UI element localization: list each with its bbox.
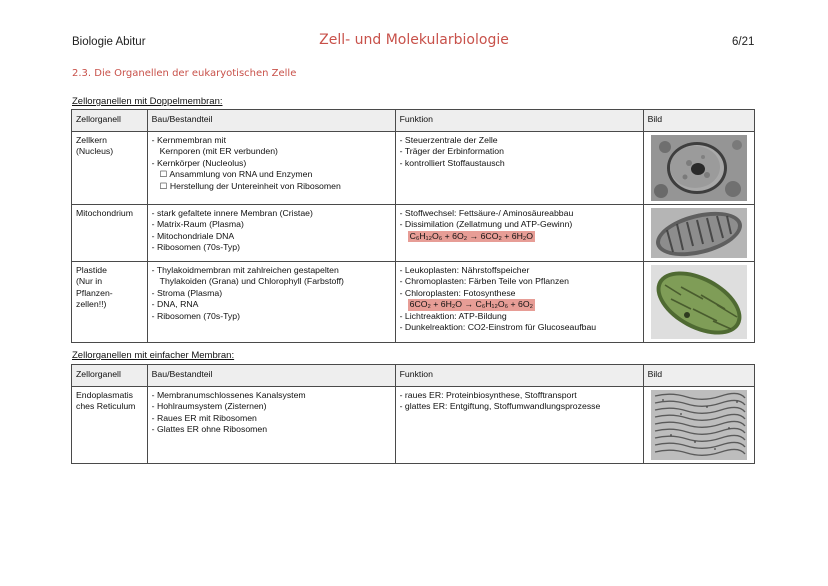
function-cell: - Leukoplasten: Nährstoffspeicher - Chromoplasten: Färben Teile von Pflanzen - Chloroplasten: Fotosynthese 6CO₂ + 6H₂O → C₆H₁₂O₆ + 6O₂ - Lichtreaktion: ATP-Bildung - Dunkelreaktion: CO2-Einstrom für Glucoseaufbau <box>395 262 643 343</box>
section-title: 2.3. Die Organellen der eukaryotischen Zelle <box>72 68 297 79</box>
organelle-name: Mitochondrium <box>72 205 148 262</box>
er-micrograph <box>651 390 747 460</box>
image-cell <box>643 205 754 262</box>
table-header-row <box>72 365 755 387</box>
nucleus-micrograph <box>651 135 747 201</box>
image-cell <box>643 132 754 205</box>
single-membrane-table <box>71 364 755 464</box>
function-cell: - raues ER: Proteinbiosynthese, Stofftransport - glattes ER: Entgiftung, Stoffumwandlungsprozesse <box>395 387 643 464</box>
header-structure: Bau/Bestandteil <box>147 110 395 132</box>
header-function: Funktion <box>395 365 643 387</box>
function-cell: - Steuerzentrale der Zelle - Träger der Erbinformation - kontrolliert Stoffaustausch <box>395 132 643 205</box>
structure-cell: - Thylakoidmembran mit zahlreichen gestapelten Thylakoiden (Grana) und Chlorophyll (Farbstoff) - Stroma (Plasma) - DNA, RNA - Ribosomen (70s-Typ) <box>147 262 395 343</box>
chloroplast-micrograph <box>651 265 747 339</box>
subject-label: Biologie Abitur <box>72 36 146 48</box>
page-title: Zell- und Molekularbiologie <box>319 32 509 48</box>
header-image: Bild <box>643 365 754 387</box>
table-row <box>72 262 755 343</box>
function-cell: - Stoffwechsel: Fettsäure-/ Aminosäureabbau - Dissimilation (Zellatmung und ATP-Gewinn) C₆H₁₂O₆ + 6O₂ → 6CO₂ + 6H₂O <box>395 205 643 262</box>
structure-cell: - Membranumschlossenes Kanalsystem - Hohlraumsystem (Zisternen) - Raues ER mit Ribosomen - Glattes ER ohne Ribosomen <box>147 387 395 464</box>
header-organelle: Zellorganell <box>72 365 148 387</box>
header-image: Bild <box>643 110 754 132</box>
structure-cell: - stark gefaltete innere Membran (Cristae) - Matrix-Raum (Plasma) - Mitochondriale DNA - Ribosomen (70s-Typ) <box>147 205 395 262</box>
checkbox-icon: ☐ <box>159 169 170 180</box>
header-function: Funktion <box>395 110 643 132</box>
checkbox-icon: ☐ <box>159 180 170 191</box>
page-number: 6/21 <box>732 36 755 48</box>
table1-caption: Zellorganellen mit Doppelmembran: <box>72 96 223 107</box>
table-row <box>72 205 755 262</box>
table2-caption: Zellorganellen mit einfacher Membran: <box>72 350 235 361</box>
table-row <box>72 132 755 205</box>
respiration-formula: C₆H₁₂O₆ + 6O₂ → 6CO₂ + 6H₂O <box>409 230 533 241</box>
structure-cell: - Kernmembran mit Kernporen (mit ER verbunden) - Kernkörper (Nucleolus) ☐ Ansammlung von RNA und Enzymen ☐ Herstellung der Untereinheit von Ribosomen <box>147 132 395 205</box>
organelle-name: Plastide (Nur in Pflanzen- zellen!!) <box>72 262 148 343</box>
organelle-name: Endoplasmatis ches Reticulum <box>72 387 148 464</box>
table-header-row <box>72 110 755 132</box>
table-row <box>72 387 755 464</box>
header-structure: Bau/Bestandteil <box>147 365 395 387</box>
mitochondrion-micrograph <box>651 208 747 258</box>
double-membrane-table <box>71 109 755 343</box>
header-organelle: Zellorganell <box>72 110 148 132</box>
photosynthesis-formula: 6CO₂ + 6H₂O → C₆H₁₂O₆ + 6O₂ <box>409 299 533 310</box>
image-cell <box>643 262 754 343</box>
organelle-name: Zellkern (Nucleus) <box>72 132 148 205</box>
image-cell <box>643 387 754 464</box>
